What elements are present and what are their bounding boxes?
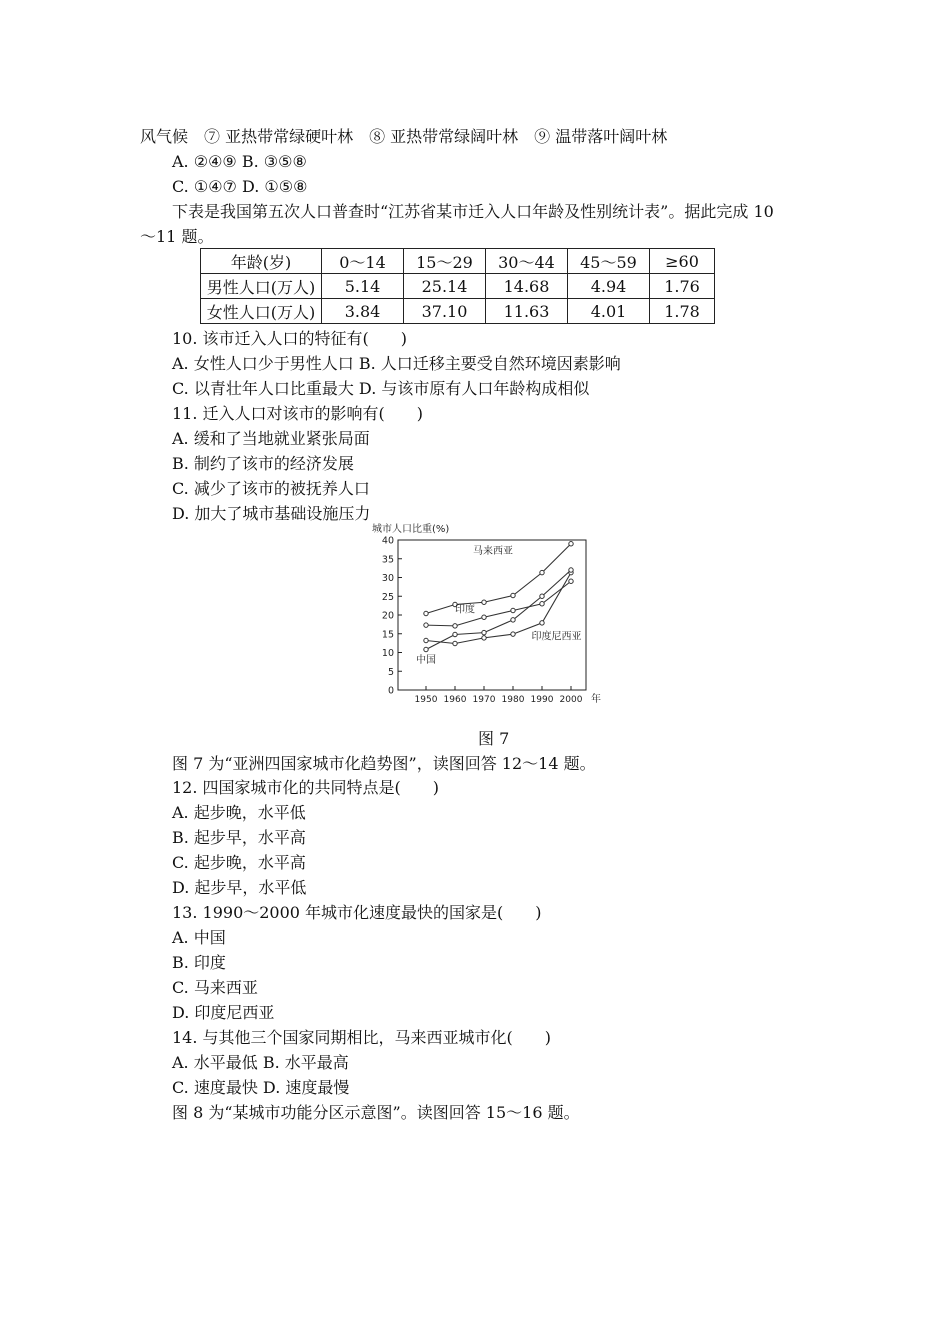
- data-point: [482, 630, 486, 634]
- data-point: [453, 632, 457, 636]
- data-point: [569, 542, 573, 546]
- answer-options-ab: A. ②④⑨ B. ③⑤⑧: [172, 152, 307, 171]
- table-cell: 1.76: [650, 274, 715, 299]
- data-point: [569, 579, 573, 583]
- table-header-cell: 0～14: [322, 249, 404, 274]
- question-10: 10. 该市迁入人口的特征有( ): [172, 329, 408, 348]
- series-label: 印度: [455, 604, 475, 616]
- question-13-option-b: B. 印度: [172, 953, 226, 972]
- question-13-option-a: A. 中国: [172, 928, 226, 947]
- question-11-option-a: A. 缓和了当地就业紧张局面: [172, 429, 370, 448]
- x-axis-title: 年: [591, 694, 601, 705]
- data-point: [511, 632, 515, 636]
- y-tick-label: 25: [381, 591, 394, 603]
- y-axis-title: 城市人口比重(%): [372, 524, 450, 535]
- table-header-cell: 30～44: [486, 249, 568, 274]
- option-list-continuation: 风气候 ⑦ 亚热带常绿硬叶林 ⑧ 亚热带常绿阔叶林 ⑨ 温带落叶阔叶林: [140, 127, 668, 146]
- data-point: [511, 593, 515, 597]
- y-tick-label: 5: [387, 666, 394, 678]
- y-tick-label: 40: [381, 535, 394, 547]
- data-point: [540, 570, 544, 574]
- y-tick-label: 20: [381, 610, 394, 622]
- question-10-options-cd: C. 以青壮年人口比重最大 D. 与该市原有人口年龄构成相似: [172, 379, 590, 398]
- data-point: [482, 615, 486, 619]
- table-intro: 下表是我国第五次人口普查时“江苏省某市迁入人口年龄及性别统计表”。据此完成 10: [172, 202, 774, 221]
- table-cell: 男性人口(万人): [201, 274, 322, 299]
- data-point: [569, 568, 573, 572]
- question-12-option-b: B. 起步早，水平高: [172, 828, 306, 847]
- series-label: 中国: [416, 655, 436, 666]
- table-header-cell: ≥60: [650, 249, 715, 274]
- question-12-option-d: D. 起步早，水平低: [172, 878, 307, 897]
- table-header-cell: 45～59: [568, 249, 650, 274]
- table-cell: 25.14: [404, 274, 486, 299]
- table-cell: 女性人口(万人): [201, 299, 322, 324]
- table-cell: 4.94: [568, 274, 650, 299]
- chart-svg: [370, 520, 610, 710]
- data-point: [482, 600, 486, 604]
- table-cell: 1.78: [650, 299, 715, 324]
- question-13: 13. 1990～2000 年城市化速度最快的国家是( ): [172, 903, 542, 922]
- y-tick-label: 15: [381, 629, 394, 641]
- series-line: [426, 581, 571, 626]
- x-tick-label: 1990: [530, 695, 554, 705]
- question-14-options-cd: C. 速度最快 D. 速度最慢: [172, 1078, 350, 1097]
- question-10-options-ab: A. 女性人口少于男性人口 B. 人口迁移主要受自然环境因素影响: [172, 354, 621, 373]
- data-point: [453, 641, 457, 645]
- table-intro-cont: ～11 题。: [140, 227, 214, 246]
- x-tick-label: 1950: [414, 695, 438, 705]
- data-point: [424, 611, 428, 615]
- question-13-option-d: D. 印度尼西亚: [172, 1003, 275, 1022]
- table-cell: 14.68: [486, 274, 568, 299]
- data-point: [482, 636, 486, 640]
- data-point: [511, 608, 515, 612]
- series-label: 印度尼西亚: [531, 631, 582, 643]
- table-cell: 3.84: [322, 299, 404, 324]
- data-point: [424, 623, 428, 627]
- figure-caption: 图 7: [478, 729, 510, 748]
- migration-statistics-table: [200, 248, 715, 324]
- question-11: 11. 迁入人口对该市的影响有( ): [172, 404, 424, 423]
- question-11-option-d: D. 加大了城市基础设施压力: [172, 504, 371, 523]
- data-point: [540, 594, 544, 598]
- data-point: [511, 618, 515, 622]
- data-point: [424, 638, 428, 642]
- question-13-option-c: C. 马来西亚: [172, 978, 258, 997]
- y-tick-label: 0: [387, 685, 394, 697]
- question-11-option-c: C. 减少了该市的被抚养人口: [172, 479, 370, 498]
- table-cell: 4.01: [568, 299, 650, 324]
- answer-options-cd: C. ①④⑦ D. ①⑤⑧: [172, 177, 308, 196]
- table-cell: 11.63: [486, 299, 568, 324]
- figure-7-intro: 图 7 为“亚洲四国家城市化趋势图”，读图回答 12～14 题。: [172, 754, 596, 773]
- table-header-row: [201, 249, 715, 274]
- x-tick-label: 1960: [443, 695, 467, 705]
- question-14-options-ab: A. 水平最低 B. 水平最高: [172, 1053, 349, 1072]
- question-12-option-a: A. 起步晚，水平低: [172, 803, 306, 822]
- x-tick-label: 2000: [559, 695, 583, 705]
- table-header-cell: 15～29: [404, 249, 486, 274]
- table-header-cell: 年龄(岁): [201, 249, 322, 274]
- question-12: 12. 四国家城市化的共同特点是( ): [172, 778, 440, 797]
- data-point: [540, 602, 544, 606]
- question-12-option-c: C. 起步晚，水平高: [172, 853, 306, 872]
- figure-8-intro: 图 8 为“某城市功能分区示意图”。读图回答 15～16 题。: [172, 1103, 580, 1122]
- y-tick-label: 30: [381, 573, 394, 584]
- table-cell: 37.10: [404, 299, 486, 324]
- series-label: 马来西亚: [473, 545, 513, 557]
- table-row: [201, 299, 715, 324]
- data-point: [453, 624, 457, 628]
- question-11-option-b: B. 制约了该市的经济发展: [172, 454, 354, 473]
- x-tick-label: 1970: [472, 695, 496, 705]
- y-tick-label: 10: [381, 648, 394, 659]
- data-point: [540, 621, 544, 625]
- x-tick-label: 1980: [501, 695, 525, 705]
- table-row: [201, 274, 715, 299]
- data-point: [424, 647, 428, 651]
- table-cell: 5.14: [322, 274, 404, 299]
- question-14: 14. 与其他三个国家同期相比，马来西亚城市化( ): [172, 1028, 552, 1047]
- y-tick-label: 35: [381, 554, 394, 566]
- urbanization-chart: [370, 520, 610, 714]
